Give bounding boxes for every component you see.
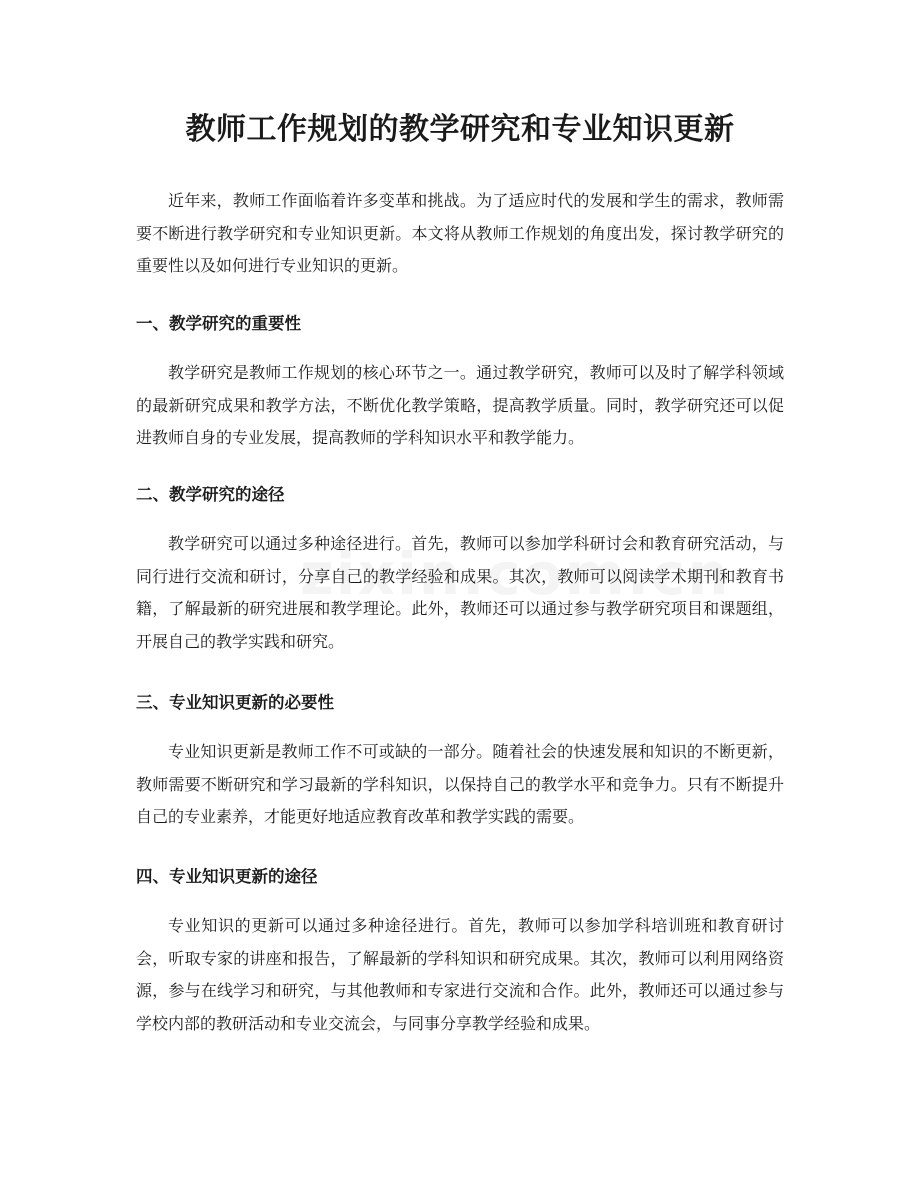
- section-heading-2: 二、教学研究的途径: [136, 485, 285, 504]
- intro-paragraph: 近年来，教师工作面临着许多变革和挑战。为了适应时代的发展和学生的需求，教师需要不断进行教学研究和专业知识更新。本文将从教师工作规划的角度出发，探讨教学研究的重要性以及如何进行专业知识的更新。: [136, 191, 784, 275]
- document-title: 教师工作规划的教学研究和专业知识更新: [185, 112, 735, 147]
- section-heading-4: 四、专业知识更新的途径: [136, 867, 318, 886]
- section-body-3: 专业知识更新是教师工作不可或缺的一部分。随着社会的快速发展和知识的不断更新，教师需要不断研究和学习最新的学科知识，以保持自己的教学水平和竞争力。只有不断提升自己的专业素养，才能更好地适应教育改革和教学实践的需要。: [136, 742, 784, 826]
- section-body-1: 教学研究是教师工作规划的核心环节之一。通过教学研究，教师可以及时了解学科领域的最新研究成果和教学方法，不断优化教学策略，提高教学质量。同时，教学研究还可以促进教师自身的专业发展，提高教师的学科知识水平和教学能力。: [136, 363, 784, 447]
- section-body-2: 教学研究可以通过多种途径进行。首先，教师可以参加学科研讨会和教育研究活动，与同行进行交流和研讨，分享自己的教学经验和成果。其次，教师可以阅读学术期刊和教育书籍，了解最新的研究进展和教学理论。此外，教师还可以通过参与教学研究项目和课题组，开展自己的教学实践和研究。: [136, 534, 784, 651]
- section-heading-3: 三、专业知识更新的必要性: [136, 693, 334, 712]
- section-body-4: 专业知识的更新可以通过多种途径进行。首先，教师可以参加学科培训班和教育研讨会，听取专家的讲座和报告，了解最新的学科知识和研究成果。其次，教师可以利用网络资源，参与在线学习和研究，与其他教师和专家进行交流和合作。此外，教师还可以通过参与学校内部的教研活动和专业交流会，与同事分享教学经验和成果。: [136, 916, 784, 1033]
- section-heading-1: 一、教学研究的重要性: [136, 314, 301, 333]
